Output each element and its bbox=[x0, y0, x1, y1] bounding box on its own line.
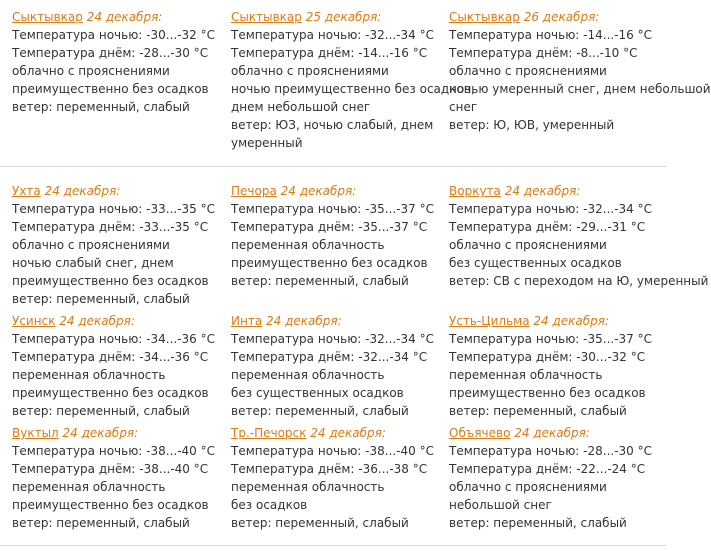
forecast-header bbox=[231, 182, 443, 200]
forecast-date: 24 декабря: bbox=[514, 426, 590, 440]
forecast-line: Температура днём: -29...-31 °С bbox=[449, 220, 646, 234]
city-link[interactable]: Усинск bbox=[12, 314, 56, 328]
forecast-line: ветер: Ю, ЮВ, умеренный bbox=[449, 118, 615, 132]
forecast-card bbox=[449, 182, 709, 290]
forecast-card bbox=[12, 312, 224, 420]
forecast-line: переменная облачность bbox=[231, 368, 385, 382]
forecast-header bbox=[12, 182, 224, 200]
forecast-header bbox=[12, 312, 224, 330]
forecast-line: облачно с прояснениями bbox=[449, 480, 607, 494]
forecast-line: переменная облачность bbox=[231, 480, 385, 494]
forecast-line: Температура днём: -22...-24 °С bbox=[449, 462, 646, 476]
forecast-line: ночью слабый снег, днем bbox=[12, 256, 174, 270]
forecast-line: Температура ночью: -35...-37 °С bbox=[449, 332, 652, 346]
forecast-line: Температура ночью: -33...-35 °С bbox=[12, 202, 215, 216]
forecast-line: ночью умеренный снег, днем небольшой bbox=[449, 82, 711, 96]
forecast-line: днем небольшой снег bbox=[231, 100, 371, 114]
forecast-line: Температура ночью: -14...-16 °С bbox=[449, 28, 652, 42]
forecast-line: ветер: переменный, слабый bbox=[231, 274, 409, 288]
forecast-line: облачно с прояснениями bbox=[449, 64, 607, 78]
forecast-line: Температура днём: -30...-32 °С bbox=[449, 350, 646, 364]
city-link[interactable]: Воркута bbox=[449, 184, 501, 198]
forecast-line: Температура днём: -38...-40 °С bbox=[12, 462, 209, 476]
forecast-line: снег bbox=[449, 100, 478, 114]
forecast-header bbox=[231, 8, 443, 26]
forecast-date: 24 декабря: bbox=[310, 426, 386, 440]
forecast-card bbox=[12, 424, 224, 532]
forecast-line: без существенных осадков bbox=[449, 256, 622, 270]
forecast-line: без осадков bbox=[231, 498, 308, 512]
forecast-line: Температура ночью: -34...-36 °С bbox=[12, 332, 215, 346]
forecast-line: ветер: переменный, слабый bbox=[231, 404, 409, 418]
forecast-line: облачно с прояснениями bbox=[12, 64, 170, 78]
forecast-header bbox=[449, 182, 661, 200]
forecast-line: Температура днём: -34...-36 °С bbox=[12, 350, 209, 364]
section-divider bbox=[0, 166, 666, 167]
forecast-line: Температура ночью: -32...-34 °С bbox=[231, 332, 434, 346]
forecast-header bbox=[231, 424, 443, 442]
forecast-card bbox=[231, 8, 475, 152]
forecast-header bbox=[12, 8, 224, 26]
forecast-line: облачно с прояснениями bbox=[12, 238, 170, 252]
forecast-date: 24 декабря: bbox=[504, 184, 581, 198]
forecast-line: Температура днём: -8...-10 °С bbox=[449, 46, 638, 60]
forecast-date: 24 декабря: bbox=[86, 10, 163, 24]
forecast-line: Температура ночью: -32...-34 °С bbox=[449, 202, 652, 216]
forecast-date: 24 декабря: bbox=[62, 426, 139, 440]
forecast-card bbox=[449, 312, 661, 420]
forecast-line: преимущественно без осадков bbox=[231, 256, 428, 270]
city-link[interactable]: Усть-Цильма bbox=[449, 314, 530, 328]
forecast-line: преимущественно без осадков bbox=[12, 498, 209, 512]
forecast-date: 24 декабря: bbox=[266, 314, 342, 328]
forecast-card bbox=[231, 424, 443, 532]
forecast-line: ветер: переменный, слабый bbox=[12, 100, 190, 114]
forecast-date: 24 декабря: bbox=[59, 314, 135, 328]
forecast-line: Температура ночью: -35...-37 °С bbox=[231, 202, 434, 216]
city-link[interactable]: Вуктыл bbox=[12, 426, 59, 440]
city-link[interactable]: Сыктывкар bbox=[12, 10, 83, 24]
forecast-line: без существенных осадков bbox=[231, 386, 404, 400]
forecast-line: ветер: переменный, слабый bbox=[449, 516, 627, 530]
city-link[interactable]: Сыктывкар bbox=[449, 10, 520, 24]
forecast-header bbox=[449, 312, 661, 330]
forecast-line: преимущественно без осадков bbox=[12, 386, 209, 400]
forecast-line: ветер: ЮЗ, ночью слабый, днем bbox=[231, 118, 434, 132]
forecast-line: ветер: переменный, слабый bbox=[12, 292, 190, 306]
forecast-line: ветер: переменный, слабый bbox=[449, 404, 627, 418]
forecast-line: ветер: СВ с переходом на Ю, умеренный bbox=[449, 274, 709, 288]
forecast-line: ночью преимущественно без осадков, bbox=[231, 82, 475, 96]
forecast-line: переменная облачность bbox=[12, 368, 166, 382]
forecast-line: Температура днём: -14...-16 °С bbox=[231, 46, 428, 60]
forecast-line: переменная облачность bbox=[449, 368, 603, 382]
forecast-card bbox=[449, 8, 711, 134]
forecast-line: Температура днём: -33...-35 °С bbox=[12, 220, 209, 234]
forecast-line: ветер: переменный, слабый bbox=[12, 516, 190, 530]
forecast-line: облачно с прояснениями bbox=[449, 238, 607, 252]
section-divider bbox=[0, 545, 666, 546]
forecast-card bbox=[231, 182, 443, 290]
forecast-line: ветер: переменный, слабый bbox=[12, 404, 190, 418]
city-link[interactable]: Объячево bbox=[449, 426, 511, 440]
forecast-line: преимущественно без осадков bbox=[449, 386, 646, 400]
forecast-line: Температура ночью: -32...-34 °С bbox=[231, 28, 434, 42]
forecast-date: 24 декабря: bbox=[533, 314, 610, 328]
forecast-line: Температура днём: -35...-37 °С bbox=[231, 220, 428, 234]
forecast-line: Температура ночью: -30...-32 °С bbox=[12, 28, 215, 42]
forecast-line: преимущественно без осадков bbox=[12, 82, 209, 96]
city-link[interactable]: Тр.-Печорск bbox=[231, 426, 307, 440]
forecast-header bbox=[12, 424, 224, 442]
forecast-line: небольшой снег bbox=[449, 498, 552, 512]
forecast-line: ветер: переменный, слабый bbox=[231, 516, 409, 530]
forecast-line: Температура днём: -36...-38 °С bbox=[231, 462, 428, 476]
forecast-card bbox=[12, 182, 224, 308]
forecast-header bbox=[449, 8, 661, 26]
forecast-date: 25 декабря: bbox=[305, 10, 382, 24]
forecast-line: умеренный bbox=[231, 136, 303, 150]
forecast-date: 24 декабря: bbox=[44, 184, 121, 198]
forecast-line: переменная облачность bbox=[12, 480, 166, 494]
forecast-header bbox=[449, 424, 661, 442]
forecast-card bbox=[12, 8, 224, 116]
city-link[interactable]: Ухта bbox=[12, 184, 41, 198]
city-link[interactable]: Сыктывкар bbox=[231, 10, 302, 24]
forecast-line: переменная облачность bbox=[231, 238, 385, 252]
forecast-line: преимущественно без осадков bbox=[12, 274, 209, 288]
forecast-line: Температура днём: -28...-30 °С bbox=[12, 46, 209, 60]
forecast-line: Температура днём: -32...-34 °С bbox=[231, 350, 428, 364]
forecast-header bbox=[231, 312, 443, 330]
forecast-card bbox=[231, 312, 443, 420]
forecast-date: 26 декабря: bbox=[523, 10, 600, 24]
forecast-date: 24 декабря: bbox=[280, 184, 357, 198]
forecast-line: Температура ночью: -28...-30 °С bbox=[449, 444, 652, 458]
city-link[interactable]: Инта bbox=[231, 314, 263, 328]
forecast-line: Температура ночью: -38...-40 °С bbox=[12, 444, 215, 458]
city-link[interactable]: Печора bbox=[231, 184, 277, 198]
forecast-line: Температура ночью: -38...-40 °С bbox=[231, 444, 434, 458]
forecast-card bbox=[449, 424, 661, 532]
forecast-line: облачно с прояснениями bbox=[231, 64, 389, 78]
